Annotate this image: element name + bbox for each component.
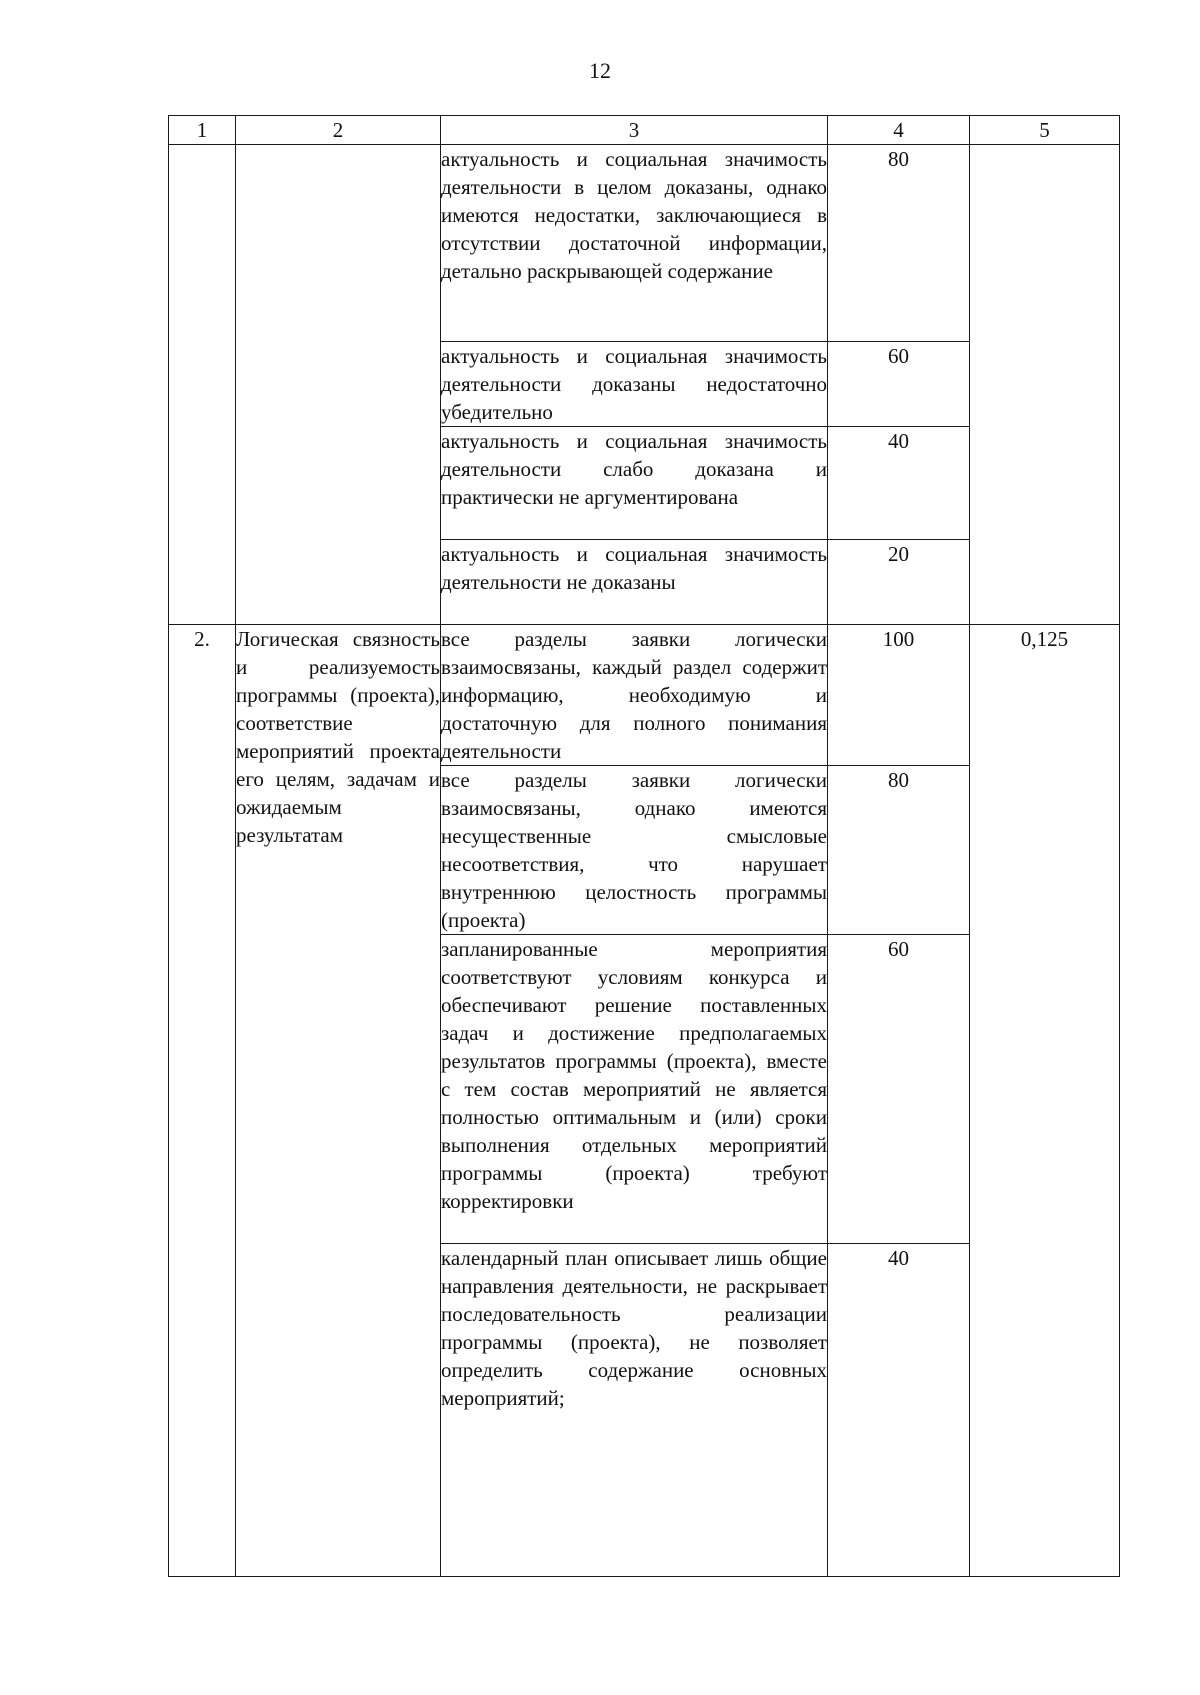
level-description: актуальность и социальная значимость деятельности не доказаны	[441, 540, 828, 625]
level-score: 60	[828, 935, 970, 1244]
level-description: актуальность и социальная значимость деятельности слабо доказана и практически не аргументирована	[441, 427, 828, 540]
level-score: 80	[828, 766, 970, 935]
header-col-4: 4	[828, 116, 970, 145]
criteria-table	[168, 115, 1120, 1577]
level-description: все разделы заявки логически взаимосвязаны, однако имеются несущественные смысловые несоответствия, что нарушает внутреннюю целостность программы (проекта)	[441, 766, 828, 935]
level-score: 80	[828, 145, 970, 342]
header-col-2: 2	[236, 116, 441, 145]
table-row	[169, 145, 1120, 342]
level-description: все разделы заявки логически взаимосвязаны, каждый раздел содержит информацию, необходимую и достаточную для полного понимания деятельности	[441, 625, 828, 766]
level-score: 60	[828, 342, 970, 427]
level-description: запланированные мероприятия соответствуют условиям конкурса и обеспечивают решение поставленных задач и достижение предполагаемых результатов программы (проекта), вместе с тем состав мероприятий не является полностью оптимальным и (или) сроки выполнения отдельных мероприятий программы (проекта) требуют корректировки	[441, 935, 828, 1244]
criterion-number	[169, 145, 236, 625]
header-col-5: 5	[970, 116, 1120, 145]
level-description: актуальность и социальная значимость деятельности в целом доказаны, однако имеются недостатки, заключающиеся в отсутствии достаточной информации, детально раскрывающей содержание	[441, 145, 828, 342]
table-row	[169, 625, 1120, 766]
header-col-1: 1	[169, 116, 236, 145]
level-description: актуальность и социальная значимость деятельности доказаны недостаточно убедительно	[441, 342, 828, 427]
page-number: 12	[589, 58, 611, 83]
table-header	[169, 116, 1120, 145]
criterion-name: Логическая связность и реализуемость программы (проекта), соответствие мероприятий проекта его целям, задачам и ожидаемым результатам	[236, 625, 441, 1577]
level-score: 40	[828, 427, 970, 540]
level-score: 40	[828, 1244, 970, 1577]
criterion-name	[236, 145, 441, 625]
criterion-weight: 0,125	[970, 625, 1120, 1577]
level-score: 100	[828, 625, 970, 766]
header-col-3: 3	[441, 116, 828, 145]
criterion-number: 2.	[169, 625, 236, 1577]
criterion-weight	[970, 145, 1120, 625]
level-score: 20	[828, 540, 970, 625]
level-description: календарный план описывает лишь общие направления деятельности, не раскрывает последовательность реализации программы (проекта), не позволяет определить содержание основных мероприятий;	[441, 1244, 828, 1577]
